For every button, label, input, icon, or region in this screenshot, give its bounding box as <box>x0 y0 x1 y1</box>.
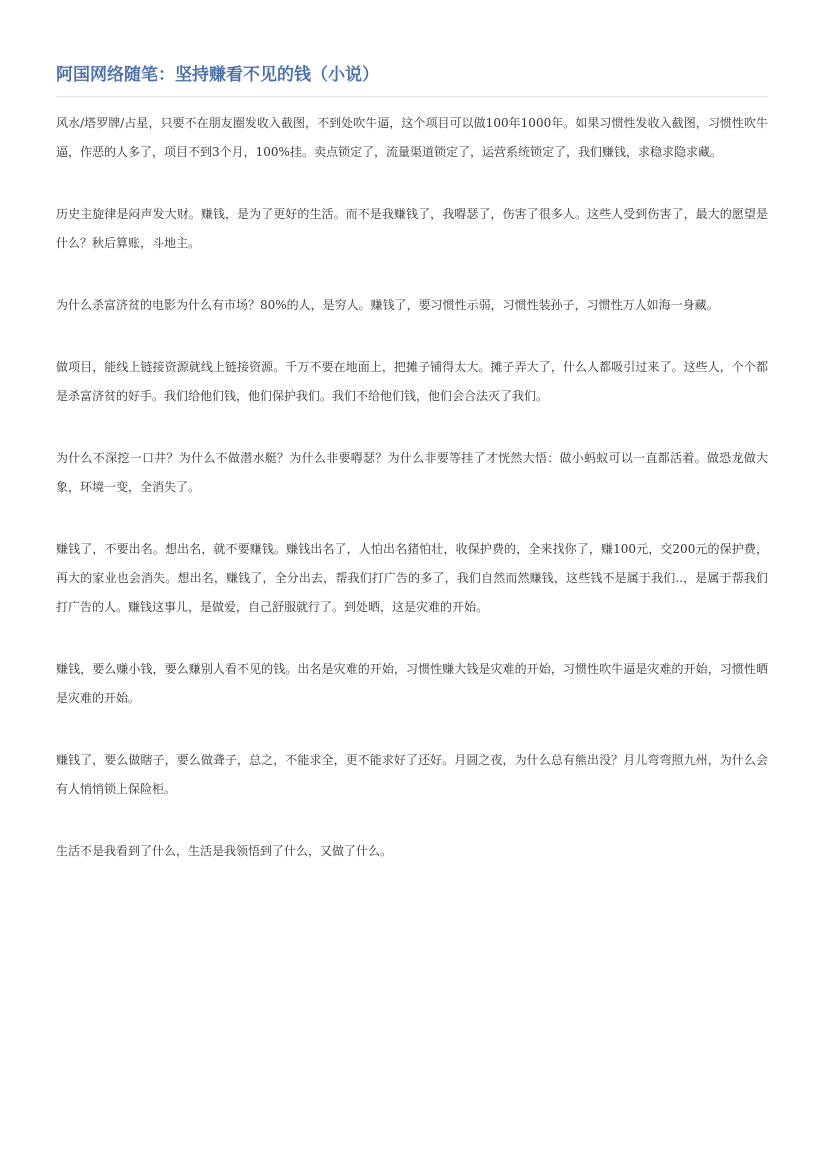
paragraph-8: 赚钱了，要么做瞎子，要么做聋子，总之，不能求全，更不能求好了还好。月圆之夜，为什么总有熊出没？月儿弯弯照九州，为什么会有人悄悄锁上保险柜。 <box>56 753 768 796</box>
paragraph-1: 风水/塔罗牌/占星，只要不在朋友圈发收入截图，不到处吹牛逼，这个项目可以做100年1000年。如果习惯性发收入截图，习惯性吹牛逼，作恶的人多了，项目不到3个月，100%挂。卖点锁定了，流量渠道锁定了，运营系统锁定了，我们赚钱，求稳求隐求藏。 <box>56 116 768 159</box>
paragraph-3: 为什么杀富济贫的电影为什么有市场？80%的人，是穷人。赚钱了，要习惯性示弱，习惯性装孙子，习惯性万人如海一身藏。 <box>56 298 719 312</box>
paragraph-4: 做项目，能线上链接资源就线上链接资源。千万不要在地面上，把摊子铺得太大。摊子弄大了，什么人都吸引过来了。这些人，个个都是杀富济贫的好手。我们给他们钱，他们保护我们。我们不给他们钱，他们会合法灭了我们。 <box>56 360 768 403</box>
paragraph-5: 为什么不深挖一口井？为什么不做潜水艇？为什么非要嘚瑟？为什么非要等挂了才恍然大悟：做小蚂蚁可以一直都活着。做恐龙做大象，环境一变，全消失了。 <box>56 451 768 494</box>
document-page <box>56 62 768 899</box>
paragraph-7: 赚钱，要么赚小钱，要么赚别人看不见的钱。出名是灾难的开始，习惯性赚大钱是灾难的开始，习惯性吹牛逼是灾难的开始，习惯性晒是灾难的开始。 <box>56 662 768 705</box>
article-body <box>56 109 768 866</box>
paragraph-9: 生活不是我看到了什么，生活是我领悟到了什么，又做了什么。 <box>56 844 393 858</box>
paragraph-2: 历史主旋律是闷声发大财。赚钱，是为了更好的生活。而不是我赚钱了，我嘚瑟了，伤害了很多人。这些人受到伤害了，最大的愿望是什么？秋后算账，斗地主。 <box>56 207 768 250</box>
paragraph-6: 赚钱了，不要出名。想出名，就不要赚钱。赚钱出名了，人怕出名猪怕壮，收保护费的，全来找你了，赚100元，交200元的保护费，再大的家业也会消失。想出名，赚钱了，全分出去，帮我们打广告的多了，我们自然而然赚钱，这些钱不是属于我们..，是属于帮我们打广告的人。赚钱这事儿，是做爱，自己舒服就行了。到处晒，这是灾难的开始。 <box>56 542 768 614</box>
page-title: 阿国网络随笔：坚持赚看不见的钱（小说） <box>56 62 768 97</box>
